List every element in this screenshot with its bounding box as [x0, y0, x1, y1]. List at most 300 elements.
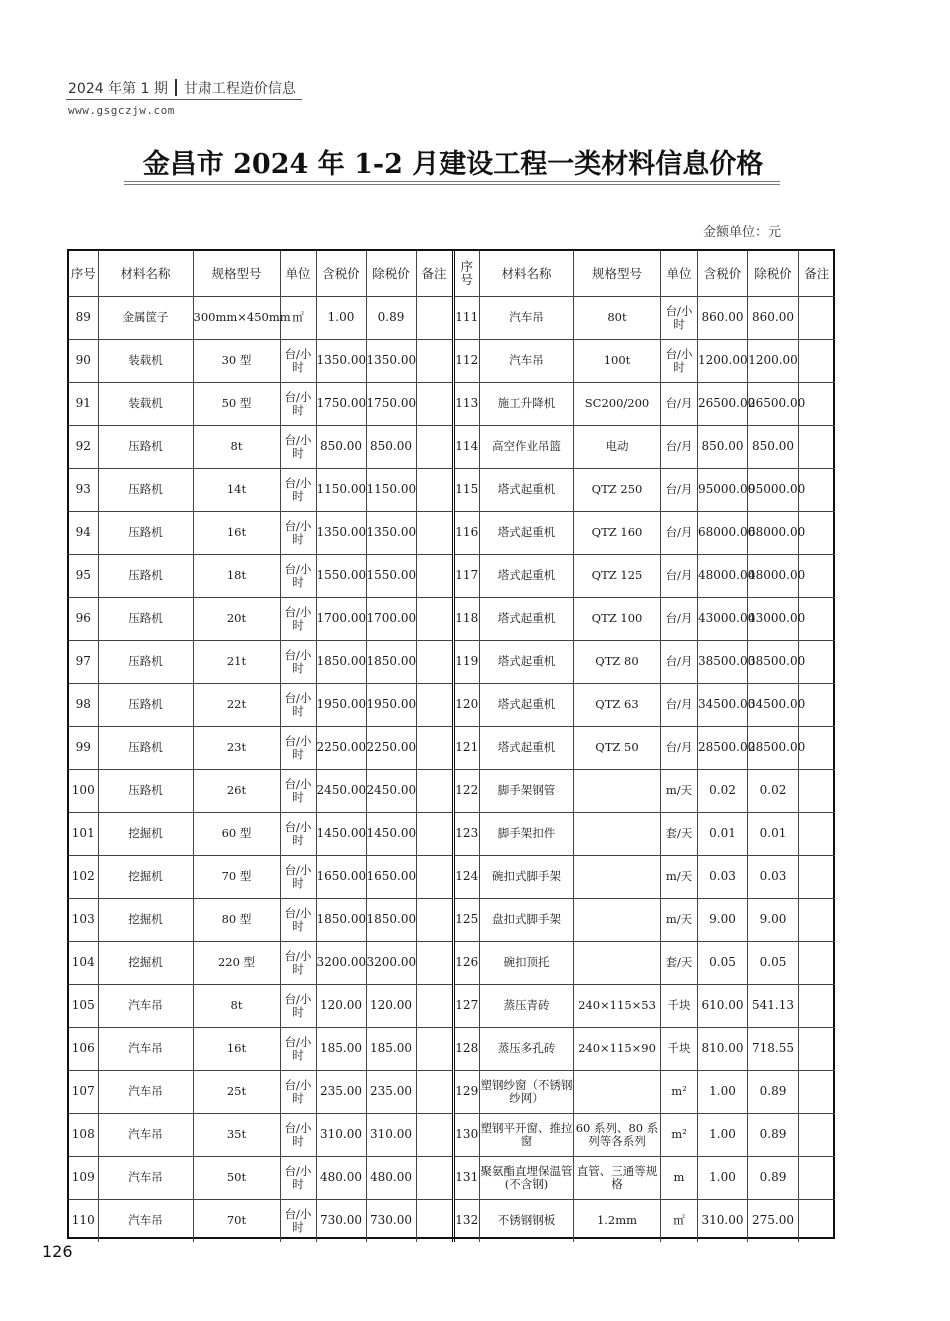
cell-tax-excl: 28500.00 — [748, 726, 799, 769]
cell-unit: 台/月 — [661, 468, 698, 511]
table-row — [455, 898, 835, 941]
cell-spec: 80t — [574, 296, 661, 339]
table-row — [69, 726, 453, 769]
cell-tax-excl: 9.00 — [748, 898, 799, 941]
cell-spec: 16t — [193, 511, 280, 554]
cell-tax-incl: 1450.00 — [316, 812, 366, 855]
cell-unit: m/天 — [661, 855, 698, 898]
table-row — [455, 855, 835, 898]
cell-spec: 21t — [193, 640, 280, 683]
cell-tax-excl: 1350.00 — [366, 339, 416, 382]
cell-tax-incl: 730.00 — [316, 1199, 366, 1242]
cell-spec: 26t — [193, 769, 280, 812]
cell-unit: 千块 — [661, 984, 698, 1027]
cell-name: 压路机 — [98, 683, 193, 726]
table-row — [455, 339, 835, 382]
table-row — [455, 769, 835, 812]
cell-seq: 95 — [69, 554, 98, 597]
col-spec: 规格型号 — [193, 251, 280, 296]
cell-tax-incl: 1850.00 — [316, 898, 366, 941]
cell-seq: 124 — [455, 855, 480, 898]
cell-unit: 台/小时 — [661, 339, 698, 382]
col-tax-incl: 含税价 — [698, 251, 748, 296]
cell-spec: 35t — [193, 1113, 280, 1156]
table-row — [69, 597, 453, 640]
cell-name: 碗扣式脚手架 — [480, 855, 574, 898]
cell-remark — [416, 726, 453, 769]
cell-seq: 109 — [69, 1156, 98, 1199]
table-header-row — [455, 251, 835, 296]
cell-seq: 90 — [69, 339, 98, 382]
cell-unit: ㎡ — [280, 296, 316, 339]
cell-tax-excl: 26500.00 — [748, 382, 799, 425]
cell-unit: m² — [661, 1070, 698, 1113]
cell-spec — [574, 855, 661, 898]
cell-tax-incl: 310.00 — [316, 1113, 366, 1156]
cell-remark — [416, 1199, 453, 1242]
cell-remark — [416, 511, 453, 554]
cell-spec: 16t — [193, 1027, 280, 1070]
table-row — [455, 812, 835, 855]
running-header — [68, 78, 296, 98]
col-unit: 单位 — [280, 251, 316, 296]
cell-seq: 106 — [69, 1027, 98, 1070]
table-row — [455, 941, 835, 984]
cell-seq: 100 — [69, 769, 98, 812]
cell-tax-excl: 1700.00 — [366, 597, 416, 640]
cell-name: 压路机 — [98, 726, 193, 769]
cell-spec: 18t — [193, 554, 280, 597]
table-row — [455, 984, 835, 1027]
cell-tax-incl: 1.00 — [698, 1070, 748, 1113]
cell-tax-excl: 480.00 — [366, 1156, 416, 1199]
cell-tax-incl: 1.00 — [698, 1113, 748, 1156]
table-row — [69, 640, 453, 683]
cell-remark — [416, 554, 453, 597]
col-seq: 序号 — [455, 251, 480, 296]
table-row — [455, 683, 835, 726]
table-header-row — [69, 251, 453, 296]
cell-unit: 千块 — [661, 1027, 698, 1070]
cell-tax-excl: 3200.00 — [366, 941, 416, 984]
cell-spec: 14t — [193, 468, 280, 511]
cell-spec: 8t — [193, 984, 280, 1027]
cell-unit: 台/小时 — [280, 382, 316, 425]
cell-spec: 80 型 — [193, 898, 280, 941]
cell-seq: 122 — [455, 769, 480, 812]
table-row — [455, 296, 835, 339]
cell-unit: 台/月 — [661, 726, 698, 769]
cell-tax-excl: 68000.00 — [748, 511, 799, 554]
publication-name: 甘肃工程造价信息 — [183, 81, 296, 97]
cell-spec: SC200/200 — [574, 382, 661, 425]
cell-seq: 93 — [69, 468, 98, 511]
cell-tax-incl: 28500.00 — [698, 726, 748, 769]
cell-unit: 台/小时 — [280, 339, 316, 382]
cell-remark — [799, 898, 835, 941]
cell-tax-incl: 1950.00 — [316, 683, 366, 726]
cell-unit: 台/小时 — [280, 726, 316, 769]
cell-tax-incl: 1700.00 — [316, 597, 366, 640]
cell-spec: 300mm×450mm — [193, 296, 280, 339]
cell-tax-excl: 43000.00 — [748, 597, 799, 640]
cell-remark — [799, 769, 835, 812]
cell-remark — [799, 855, 835, 898]
cell-tax-incl: 1200.00 — [698, 339, 748, 382]
cell-seq: 131 — [455, 1156, 480, 1199]
cell-name: 挖掘机 — [98, 812, 193, 855]
cell-tax-excl: 0.02 — [748, 769, 799, 812]
cell-tax-excl: 1200.00 — [748, 339, 799, 382]
cell-spec: QTZ 63 — [574, 683, 661, 726]
cell-remark — [416, 1027, 453, 1070]
cell-spec: 60 系列、80 系列等各系列 — [574, 1113, 661, 1156]
cell-spec: QTZ 50 — [574, 726, 661, 769]
cell-name: 塔式起重机 — [480, 726, 574, 769]
cell-tax-incl: 850.00 — [316, 425, 366, 468]
cell-tax-incl: 1350.00 — [316, 511, 366, 554]
cell-tax-excl: 850.00 — [366, 425, 416, 468]
table-row — [69, 296, 453, 339]
table-row — [69, 1027, 453, 1070]
cell-unit: m — [661, 1156, 698, 1199]
cell-tax-excl: 120.00 — [366, 984, 416, 1027]
cell-unit: 台/小时 — [280, 1199, 316, 1242]
cell-tax-incl: 34500.00 — [698, 683, 748, 726]
cell-name: 汽车吊 — [98, 1156, 193, 1199]
cell-name: 装载机 — [98, 382, 193, 425]
cell-seq: 123 — [455, 812, 480, 855]
cell-spec: 70 型 — [193, 855, 280, 898]
table-row — [69, 339, 453, 382]
cell-remark — [799, 941, 835, 984]
cell-tax-incl: 26500.00 — [698, 382, 748, 425]
cell-seq: 110 — [69, 1199, 98, 1242]
col-tax-excl: 除税价 — [366, 251, 416, 296]
cell-name: 塔式起重机 — [480, 468, 574, 511]
cell-name: 压路机 — [98, 554, 193, 597]
cell-tax-incl: 235.00 — [316, 1070, 366, 1113]
cell-remark — [416, 640, 453, 683]
cell-seq: 118 — [455, 597, 480, 640]
site-url[interactable]: www.gsgczjw.com — [68, 104, 175, 117]
cell-tax-excl: 0.89 — [366, 296, 416, 339]
cell-name: 汽车吊 — [98, 1070, 193, 1113]
cell-name: 挖掘机 — [98, 898, 193, 941]
table-row — [455, 511, 835, 554]
cell-spec: 240×115×53 — [574, 984, 661, 1027]
table-row — [69, 1199, 453, 1242]
cell-name: 塑钢纱窗（不锈钢纱网） — [480, 1070, 574, 1113]
cell-spec: 22t — [193, 683, 280, 726]
cell-tax-incl: 0.02 — [698, 769, 748, 812]
cell-unit: 台/月 — [661, 554, 698, 597]
cell-seq: 113 — [455, 382, 480, 425]
cell-spec: 8t — [193, 425, 280, 468]
col-tax-incl: 含税价 — [316, 251, 366, 296]
cell-seq: 104 — [69, 941, 98, 984]
cell-seq: 103 — [69, 898, 98, 941]
col-unit: 单位 — [661, 251, 698, 296]
cell-spec: QTZ 160 — [574, 511, 661, 554]
table-row — [455, 1156, 835, 1199]
cell-spec — [574, 769, 661, 812]
table-row — [455, 640, 835, 683]
cell-name: 脚手架钢管 — [480, 769, 574, 812]
cell-seq: 92 — [69, 425, 98, 468]
cell-tax-excl: 0.89 — [748, 1156, 799, 1199]
cell-seq: 112 — [455, 339, 480, 382]
cell-unit: 台/小时 — [280, 425, 316, 468]
table-row — [69, 898, 453, 941]
table-row — [69, 511, 453, 554]
cell-name: 塔式起重机 — [480, 597, 574, 640]
page-title: 金昌市 2024 年 1-2 月建设工程一类材料信息价格 — [142, 149, 764, 180]
cell-name: 汽车吊 — [480, 339, 574, 382]
cell-tax-incl: 850.00 — [698, 425, 748, 468]
cell-remark — [416, 468, 453, 511]
cell-remark — [416, 683, 453, 726]
cell-name: 压路机 — [98, 640, 193, 683]
col-remark: 备注 — [799, 251, 835, 296]
cell-unit: 台/小时 — [280, 984, 316, 1027]
cell-remark — [416, 296, 453, 339]
cell-spec: 50 型 — [193, 382, 280, 425]
cell-tax-incl: 68000.00 — [698, 511, 748, 554]
cell-name: 汽车吊 — [98, 1027, 193, 1070]
cell-unit: 台/月 — [661, 511, 698, 554]
cell-unit: 台/小时 — [280, 640, 316, 683]
cell-tax-excl: 1750.00 — [366, 382, 416, 425]
cell-name: 金属筐子 — [98, 296, 193, 339]
table-row — [455, 1070, 835, 1113]
cell-tax-incl: 1.00 — [316, 296, 366, 339]
price-table-right — [455, 251, 835, 1242]
cell-tax-excl: 718.55 — [748, 1027, 799, 1070]
cell-remark — [416, 984, 453, 1027]
col-name: 材料名称 — [480, 251, 574, 296]
cell-unit: 台/小时 — [280, 554, 316, 597]
cell-seq: 89 — [69, 296, 98, 339]
cell-unit: 台/小时 — [661, 296, 698, 339]
cell-name: 汽车吊 — [98, 1199, 193, 1242]
cell-tax-excl: 730.00 — [366, 1199, 416, 1242]
price-table-left — [69, 251, 455, 1242]
cell-tax-incl: 95000.00 — [698, 468, 748, 511]
cell-tax-excl: 1850.00 — [366, 640, 416, 683]
cell-remark — [799, 1113, 835, 1156]
cell-spec: 23t — [193, 726, 280, 769]
table-row — [455, 1027, 835, 1070]
cell-remark — [799, 984, 835, 1027]
table-row — [69, 984, 453, 1027]
cell-remark — [416, 425, 453, 468]
title-underline-2 — [124, 184, 780, 185]
cell-name: 盘扣式脚手架 — [480, 898, 574, 941]
cell-name: 聚氨酯直埋保温管(不含钢) — [480, 1156, 574, 1199]
cell-remark — [416, 597, 453, 640]
cell-remark — [416, 812, 453, 855]
cell-remark — [416, 855, 453, 898]
cell-tax-incl: 9.00 — [698, 898, 748, 941]
table-row — [69, 855, 453, 898]
cell-tax-excl: 1150.00 — [366, 468, 416, 511]
cell-tax-incl: 810.00 — [698, 1027, 748, 1070]
cell-spec: 直管、三通等规格 — [574, 1156, 661, 1199]
cell-tax-excl: 38500.00 — [748, 640, 799, 683]
cell-remark — [416, 382, 453, 425]
cell-unit: 台/小时 — [280, 812, 316, 855]
cell-seq: 130 — [455, 1113, 480, 1156]
cell-name: 汽车吊 — [98, 1113, 193, 1156]
cell-name: 脚手架扣件 — [480, 812, 574, 855]
cell-name: 施工升降机 — [480, 382, 574, 425]
cell-tax-excl: 541.13 — [748, 984, 799, 1027]
cell-tax-excl: 185.00 — [366, 1027, 416, 1070]
table-row — [455, 726, 835, 769]
cell-tax-incl: 43000.00 — [698, 597, 748, 640]
cell-seq: 107 — [69, 1070, 98, 1113]
cell-remark — [799, 339, 835, 382]
table-row — [69, 812, 453, 855]
cell-unit: ㎡ — [661, 1199, 698, 1242]
cell-spec: 70t — [193, 1199, 280, 1242]
cell-seq: 96 — [69, 597, 98, 640]
cell-seq: 91 — [69, 382, 98, 425]
cell-spec — [574, 812, 661, 855]
cell-tax-excl: 2250.00 — [366, 726, 416, 769]
cell-spec: 20t — [193, 597, 280, 640]
cell-spec: 25t — [193, 1070, 280, 1113]
cell-seq: 121 — [455, 726, 480, 769]
cell-tax-incl: 1350.00 — [316, 339, 366, 382]
cell-tax-excl: 0.03 — [748, 855, 799, 898]
cell-tax-excl: 1350.00 — [366, 511, 416, 554]
cell-seq: 115 — [455, 468, 480, 511]
cell-name: 装载机 — [98, 339, 193, 382]
cell-name: 压路机 — [98, 769, 193, 812]
cell-tax-excl: 1550.00 — [366, 554, 416, 597]
cell-seq: 108 — [69, 1113, 98, 1156]
cell-name: 碗扣顶托 — [480, 941, 574, 984]
table-row — [69, 1113, 453, 1156]
cell-seq: 98 — [69, 683, 98, 726]
cell-spec: QTZ 100 — [574, 597, 661, 640]
cell-tax-incl: 3200.00 — [316, 941, 366, 984]
cell-tax-incl: 2250.00 — [316, 726, 366, 769]
table-row — [69, 554, 453, 597]
cell-seq: 117 — [455, 554, 480, 597]
cell-name: 塔式起重机 — [480, 640, 574, 683]
table-row — [69, 1070, 453, 1113]
cell-tax-excl: 95000.00 — [748, 468, 799, 511]
cell-spec: 240×115×90 — [574, 1027, 661, 1070]
cell-remark — [799, 296, 835, 339]
currency-unit-note: 金额单位：元 — [703, 225, 782, 240]
cell-spec: QTZ 80 — [574, 640, 661, 683]
cell-unit: 台/小时 — [280, 1156, 316, 1199]
cell-name: 压路机 — [98, 597, 193, 640]
cell-name: 压路机 — [98, 468, 193, 511]
cell-seq: 105 — [69, 984, 98, 1027]
cell-name: 挖掘机 — [98, 941, 193, 984]
cell-name: 蒸压青砖 — [480, 984, 574, 1027]
price-table — [67, 249, 835, 1239]
cell-name: 压路机 — [98, 511, 193, 554]
cell-tax-excl: 310.00 — [366, 1113, 416, 1156]
cell-unit: 台/月 — [661, 425, 698, 468]
cell-spec — [574, 941, 661, 984]
title-underline — [124, 181, 780, 182]
cell-name: 塑钢平开窗、推拉窗 — [480, 1113, 574, 1156]
cell-spec: 220 型 — [193, 941, 280, 984]
cell-seq: 120 — [455, 683, 480, 726]
cell-tax-incl: 48000.00 — [698, 554, 748, 597]
header-divider — [175, 79, 177, 96]
cell-spec: 1.2mm — [574, 1199, 661, 1242]
cell-tax-incl: 1650.00 — [316, 855, 366, 898]
cell-tax-excl: 1650.00 — [366, 855, 416, 898]
cell-seq: 101 — [69, 812, 98, 855]
cell-tax-incl: 120.00 — [316, 984, 366, 1027]
cell-seq: 126 — [455, 941, 480, 984]
cell-seq: 97 — [69, 640, 98, 683]
cell-unit: 台/小时 — [280, 597, 316, 640]
cell-spec: 50t — [193, 1156, 280, 1199]
cell-remark — [799, 1199, 835, 1242]
cell-seq: 128 — [455, 1027, 480, 1070]
cell-seq: 119 — [455, 640, 480, 683]
cell-unit: m² — [661, 1113, 698, 1156]
cell-tax-incl: 480.00 — [316, 1156, 366, 1199]
cell-tax-excl: 860.00 — [748, 296, 799, 339]
cell-name: 塔式起重机 — [480, 554, 574, 597]
issue-label: 2024 年第 1 期 — [68, 81, 168, 97]
cell-tax-excl: 2450.00 — [366, 769, 416, 812]
cell-tax-incl: 185.00 — [316, 1027, 366, 1070]
cell-tax-excl: 0.89 — [748, 1113, 799, 1156]
col-seq: 序号 — [69, 251, 98, 296]
cell-tax-excl: 850.00 — [748, 425, 799, 468]
cell-unit: 套/天 — [661, 941, 698, 984]
cell-unit: 台/小时 — [280, 855, 316, 898]
cell-name: 压路机 — [98, 425, 193, 468]
cell-tax-excl: 1950.00 — [366, 683, 416, 726]
table-row — [69, 425, 453, 468]
cell-spec: 60 型 — [193, 812, 280, 855]
cell-seq: 94 — [69, 511, 98, 554]
cell-unit: 台/月 — [661, 683, 698, 726]
cell-remark — [799, 1156, 835, 1199]
cell-tax-incl: 38500.00 — [698, 640, 748, 683]
cell-tax-excl: 235.00 — [366, 1070, 416, 1113]
cell-seq: 127 — [455, 984, 480, 1027]
cell-tax-incl: 0.01 — [698, 812, 748, 855]
cell-seq: 129 — [455, 1070, 480, 1113]
cell-unit: 台/月 — [661, 597, 698, 640]
page-number: 126 — [42, 1242, 73, 1261]
cell-unit: 套/天 — [661, 812, 698, 855]
cell-name: 塔式起重机 — [480, 511, 574, 554]
cell-spec: 30 型 — [193, 339, 280, 382]
table-row — [455, 382, 835, 425]
cell-name: 高空作业吊篮 — [480, 425, 574, 468]
cell-unit: 台/小时 — [280, 683, 316, 726]
cell-remark — [416, 769, 453, 812]
cell-tax-excl: 0.89 — [748, 1070, 799, 1113]
cell-remark — [799, 1027, 835, 1070]
cell-tax-excl: 1850.00 — [366, 898, 416, 941]
